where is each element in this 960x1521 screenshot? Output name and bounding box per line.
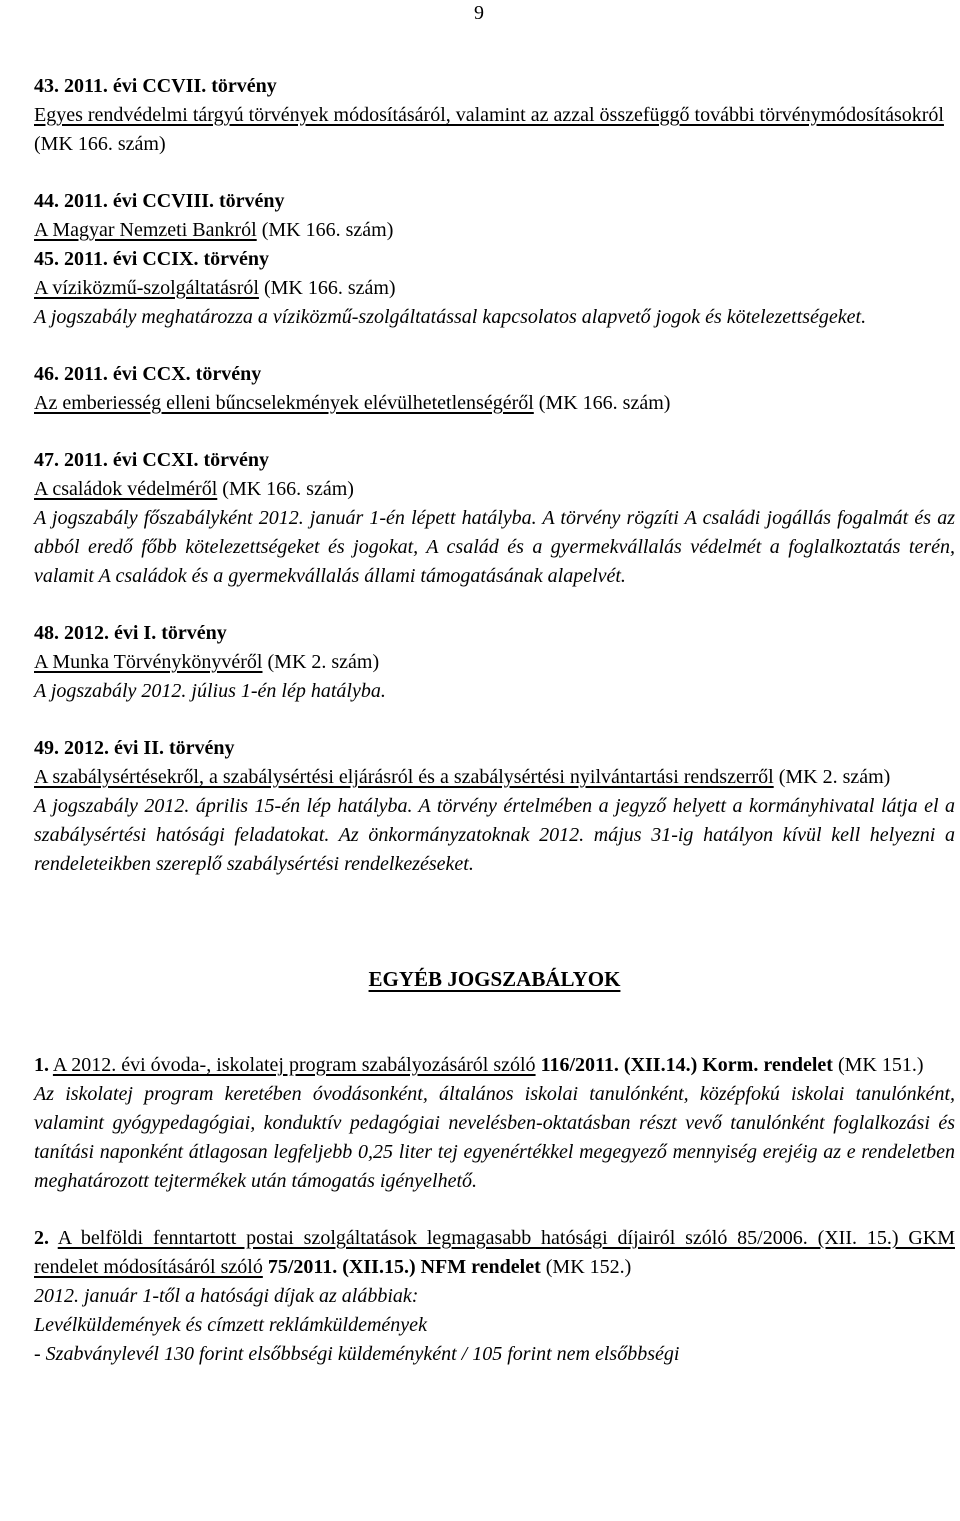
law-title: A szabálysértésekről, a szabálysértési eljárásról és a szabálysértési nyilvántartási rendszerről — [34, 766, 774, 788]
law-title-line — [34, 216, 955, 245]
law-entry-49 — [34, 734, 955, 879]
page-number: 9 — [474, 2, 484, 24]
item-number: 2. — [34, 1227, 49, 1249]
law-title-line — [34, 274, 955, 303]
law-title: A Magyar Nemzeti Bankról — [34, 219, 257, 241]
other-regulation-1 — [34, 1051, 955, 1196]
law-title-line — [34, 101, 955, 159]
law-note: A jogszabály meghatározza a víziközmű-szolgáltatással kapcsolatos alapvető jogok és kötelezettségeket. — [34, 306, 867, 328]
law-entry-47 — [34, 446, 955, 591]
law-entry-46 — [34, 360, 955, 418]
law-note: A jogszabály főszabályként 2012. január 1-én lépett hatályba. A törvény rögzíti A családi jogállás fogalmát és az abból eredő főbb kötelezettségeket és jogokat, A család és a gyermekvállalás védelmét a foglalkoztatás terén, valamit A családok és a gyermekvállalás állami támogatásának alapelvét. — [34, 507, 955, 587]
regulation-title-line — [34, 1224, 955, 1282]
regulation-line: Levélküldemények és címzett reklámküldemények — [34, 1314, 427, 1336]
regulation-title: A 2012. évi óvoda-, iskolatej program szabályozásáról szóló — [52, 1054, 536, 1076]
law-heading: 44. 2011. évi CCVIII. törvény — [34, 190, 285, 212]
law-heading: 49. 2012. évi II. törvény — [34, 737, 235, 759]
item-number: 1. — [34, 1054, 49, 1076]
law-title: A víziközmű-szolgáltatásról — [34, 277, 259, 299]
regulation-note: Az iskolatej program keretében óvodásonként, általános iskolai tanulónként, középfokú iskolai tanulónként, valamint gyógypedagógiai, konduktív pedagógiai nevelésben-oktatásban részt vevő tanulónként foglalkozási és tanítási naponként átlagosan legfeljebb 0,25 liter tej egyenértékkel megegyező mennyiség erejéig az e rendeletben meghatározott tejtermékek után támogatás igényelhető. — [34, 1083, 955, 1192]
law-title-line — [34, 648, 955, 677]
law-source: (MK 2. szám) — [262, 651, 380, 673]
law-source: (MK 2. szám) — [773, 766, 891, 788]
law-title: A családok védelméről — [34, 478, 218, 500]
law-heading: 47. 2011. évi CCXI. törvény — [34, 449, 269, 471]
regulation-source: (MK 152.) — [540, 1256, 632, 1278]
law-title-line — [34, 763, 955, 792]
law-source: (MK 166. szám) — [258, 277, 396, 299]
regulation-title-line — [34, 1051, 955, 1080]
law-title: A Munka Törvénykönyvéről — [34, 651, 263, 673]
law-title-line — [34, 475, 955, 504]
law-source: (MK 166. szám) — [533, 392, 671, 414]
law-title: Egyes rendvédelmi tárgyú törvények módosításáról, valamint az azzal összefüggő további törvénymódosításokról — [34, 104, 944, 126]
law-heading: 46. 2011. évi CCX. törvény — [34, 363, 262, 385]
regulation-ref: 116/2011. (XII.14.) Korm. rendelet — [535, 1054, 833, 1076]
law-source: (MK 166. szám) — [34, 133, 166, 155]
law-title-line — [34, 389, 955, 418]
regulation-ref: 75/2011. (XII.15.) NFM rendelet — [262, 1256, 541, 1278]
regulation-line: 2012. január 1-től a hatósági díjak az alábbiak: — [34, 1285, 419, 1307]
section-heading: EGYÉB JOGSZABÁLYOK — [368, 967, 621, 991]
law-heading: 43. 2011. évi CCVII. törvény — [34, 75, 277, 97]
law-entry-45 — [34, 245, 955, 332]
document-body — [34, 72, 955, 1369]
law-source: (MK 166. szám) — [217, 478, 354, 500]
regulation-title: A belföldi fenntartott postai szolgáltatások legmagasabb hatósági díjairól szóló 85/2006. (XII. 15.) GKM rendelet módosításáról szóló — [34, 1227, 955, 1278]
law-entry-48 — [34, 619, 955, 706]
law-entry-43 — [34, 72, 955, 159]
law-note: A jogszabály 2012. április 15-én lép hatályba. A törvény értelmében a jegyző helyett a kormányhivatal látja el a szabálysértési hatósági feladatokat. Az önkormányzatoknak 2012. május 31-ig hatályon kívül kell helyezni a rendeleteikben szereplő szabálysértési rendelkezéseket. — [34, 795, 955, 875]
other-regulation-2 — [34, 1224, 955, 1369]
regulation-source: (MK 151.) — [832, 1054, 924, 1076]
law-note: A jogszabály 2012. július 1-én lép hatályba. — [34, 680, 386, 702]
law-title: Az emberiesség elleni bűncselekmények elévülhetetlenségéről — [34, 392, 534, 414]
law-source: (MK 166. szám) — [256, 219, 394, 241]
law-heading: 48. 2012. évi I. törvény — [34, 622, 227, 644]
regulation-line: - Szabványlevél 130 forint elsőbbségi küldeményként / 105 forint nem elsőbbségi — [34, 1343, 680, 1365]
law-entry-44 — [34, 187, 955, 245]
law-heading: 45. 2011. évi CCIX. törvény — [34, 248, 269, 270]
